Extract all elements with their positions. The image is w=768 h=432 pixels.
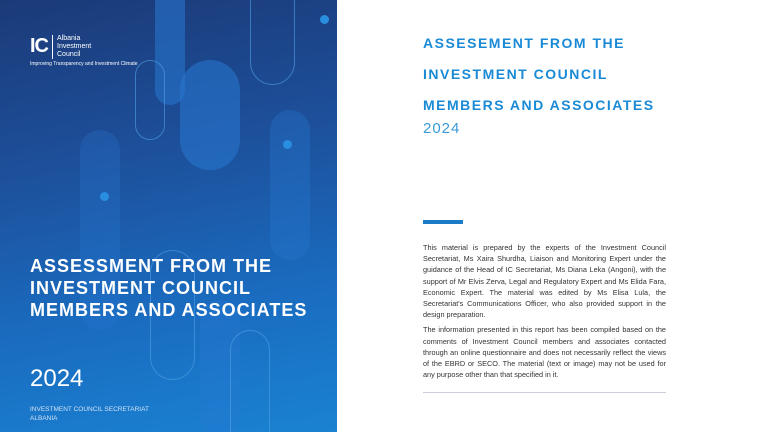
cover-title: ASSESSMENT FROM THE INVESTMENT COUNCIL MEMBERS AND ASSOCIATES <box>30 256 308 320</box>
decorative-shape <box>135 60 165 140</box>
decorative-dot <box>320 15 329 24</box>
logo-name: Albania Investment Council <box>57 35 92 58</box>
decorative-dot <box>283 140 292 149</box>
accent-bar <box>423 220 463 224</box>
credits-text <box>423 242 666 384</box>
decorative-shape <box>230 330 270 432</box>
cover-year: 2024 <box>30 365 84 392</box>
right-year: 2024 <box>423 120 461 137</box>
credits-paragraph: This material is prepared by the experts of the Investment Council Secretariat, Ms Xaira Shurdha, Liaison and Monitoring Expert under the guidance of the Head of IC Secretariat, Ms Diana Leka (Angoni), with the support of Mr Elvis Zerva, Legal and Regulatory Expert and Ms Elida Fara, Economic Expert. The material was edited by Ms Elisa Lula, the Secretariat's Communications Officer, who also provided support in the design preparation. <box>423 243 666 320</box>
right-title: ASSESEMENT FROM THE INVESTMENT COUNCIL MEMBERS AND ASSOCIATES <box>423 35 655 113</box>
decorative-shape <box>250 0 295 85</box>
decorative-shape <box>180 60 240 170</box>
ic-logo <box>30 35 138 67</box>
divider <box>423 392 666 393</box>
decorative-shape <box>270 110 310 260</box>
logo-mark: IC <box>30 35 48 57</box>
disclaimer-paragraph: The information presented in this report has been compiled based on the comments of Investment Council members and associates contacted through an online questionnaire and does not necessarily reflect the views of the EBRD or SECO. The material (text or image) may not be used for any purpose other than that specified in it. <box>423 325 666 380</box>
decorative-dot <box>100 192 109 201</box>
logo-tagline: Improving Transparency and Investment Climate <box>30 61 138 67</box>
cover-panel <box>0 0 337 432</box>
cover-org: INVESTMENT COUNCIL SECRETARIAT ALBANIA <box>30 406 149 422</box>
